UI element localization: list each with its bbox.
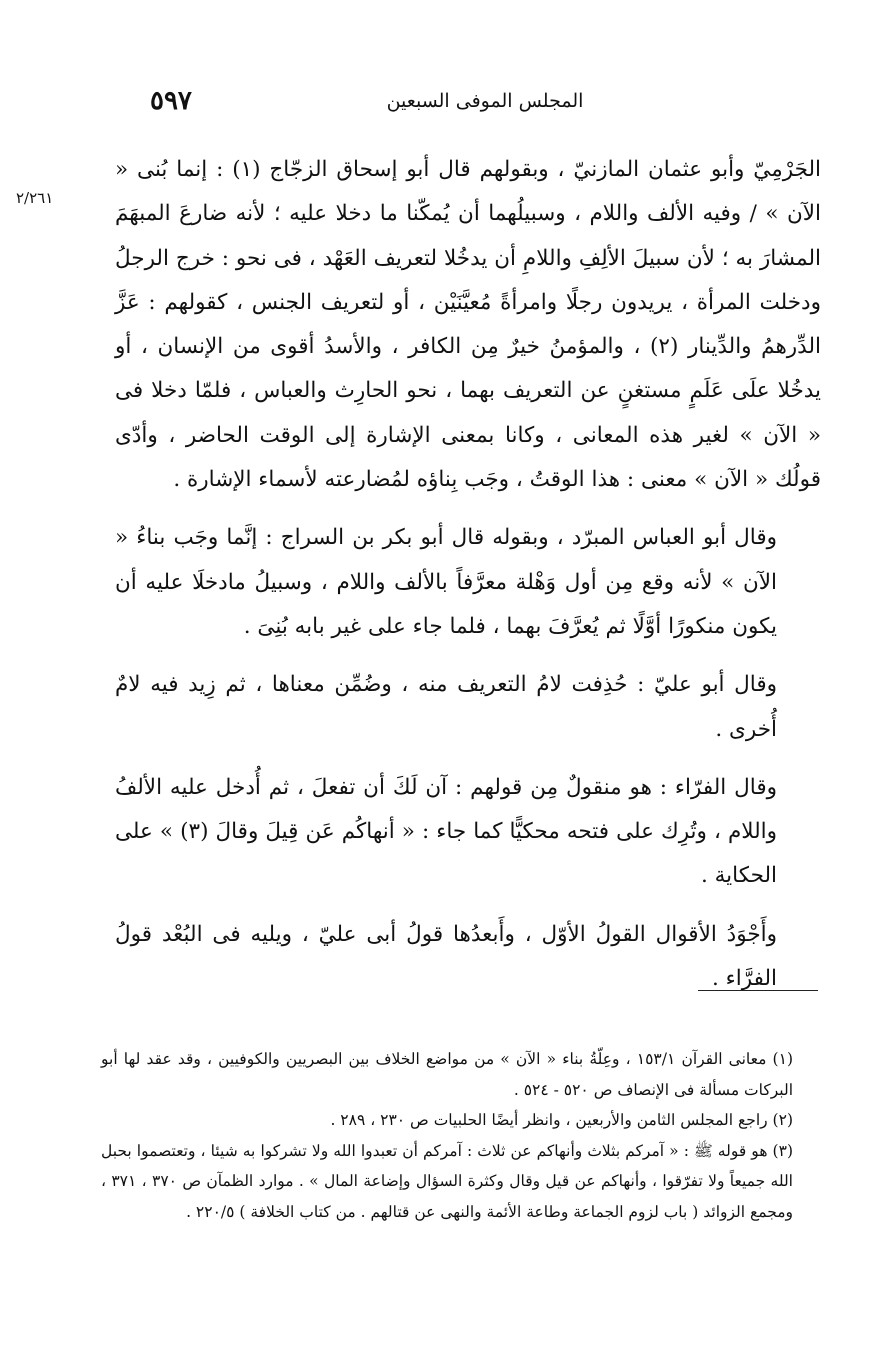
- page-header: [150, 86, 820, 120]
- margin-page-reference: ٢/٢٦١: [16, 189, 54, 207]
- paragraph: وقال أبو العباس المبرّد ، وبقوله قال أبو بكر بن السراج : إنَّما وجَب بناءُ « الآن » لأنه وقع مِن أول وَهْلة معرَّفاً بالألف واللام ، وسبيلُ مادخلَا عليه أن يكون منكورًا أوَّلًا ثم يُعرَّفَ بهما ، فلما جاء على غير بابه بُنِىَ .: [115, 525, 777, 639]
- footnotes: [101, 1044, 821, 1227]
- paragraph: وقال الفرّاء : هو منقولٌ مِن قولهم : آن لَكَ أن تفعلَ ، ثم أُدخل عليه الألفُ واللام ، وتُرِك على فتحه محكيًّا كما جاء : « أنهاكُم عَن قِيلَ وقالَ (٣) » على الحكاية .: [115, 774, 778, 889]
- paragraph: وأَجْوَدُ الأقوال القولُ الأوّل ، وأَبعدُها قولُ أبى عليّ ، ويليه فى البُعْد قولُ الفرَّاء .: [115, 921, 777, 992]
- footnote-divider: [698, 990, 818, 991]
- footnote: (٢) راجع المجلس الثامن والأربعين ، وانظر أيضًا الحلبيات ص ٢٣٠ ، ٢٨٩ .: [330, 1111, 793, 1129]
- footnote: (٣) هو قوله ﷺ : « آمركم بثلاث وأنهاكم عن ثلاث : آمركم أن تعبدوا الله ولا تشركوا به شيئا ، وتعتصموا بحبل الله جميعاً ولا تفرّقوا ، وأنهاكم عن قيل وقال وكثرة السؤال وإضاعة المال » . موارد الظمآن ص ٣٧٠ ، ٣٧١ ، ومجمع الزوائد ( باب لزوم الجماعة وطاعة الأئمة والنهى عن قتالهم . من كتاب الخلافة ) ٢٢٠/٥ .: [101, 1141, 793, 1221]
- footnote: (١) معانى القرآن ١٥٣/١ ، وعِلّةُ بناء « الآن » من مواضع الخلاف بين البصريين والكوفيين ، وقد عقد لها أبو البركات مسألة فى الإنصاف ص ٥٢٠ - ٥٢٤ .: [101, 1050, 793, 1099]
- main-text: [115, 148, 821, 1001]
- paragraph: الجَرْمِيّ وأبو عثمان المازنيّ ، وبقولهم قال أبو إسحاق الزجّاج (١) : إنما بُنى « الآن » / وفيه الألف واللام ، وسبيلُهما أن يُمكّنا ما دخلا عليه ؛ لأنه ضارعَ المبهَمَ المشارَ به ؛ لأن سبيلَ الألِفِ واللامِ أن يدخُلا لتعريف العَهْد ، فى نحو : خرج الرجلُ ودخلت المرأة ، يريدون رجلًا وامرأةً مُعيَّنَيْن ، أو لتعريف الجنس ، كقولهم : عَزَّ الدِّرهمُ والدِّينار (٢) ، والمؤمنُ خيرٌ مِن الكافر ، والأسدُ أقوى من الإنسان ، أو يدخُلا علَى عَلَمٍ مستغنٍ عن التعريف بهما ، نحو الحارِث والعباس ، فلمّا دخلا فى « الآن » لغير هذه المعانى ، وكانا بمعنى الإشارة إلى الوقت الحاضر ، وأدّى قولُك « الآن » معنى : هذا الوقتُ ، وجَب بِناؤه لمُضارعته لأسماء الإشارة .: [115, 157, 821, 493]
- paragraph: وقال أبو عليّ : حُذِفت لامُ التعريف منه ، وضُمِّن معناها ، ثم زِيد فيه لامٌ أُخرى .: [115, 672, 777, 742]
- page-number: ٥٩٧: [150, 86, 192, 116]
- running-title: المجلس الموفى السبعين: [386, 90, 584, 112]
